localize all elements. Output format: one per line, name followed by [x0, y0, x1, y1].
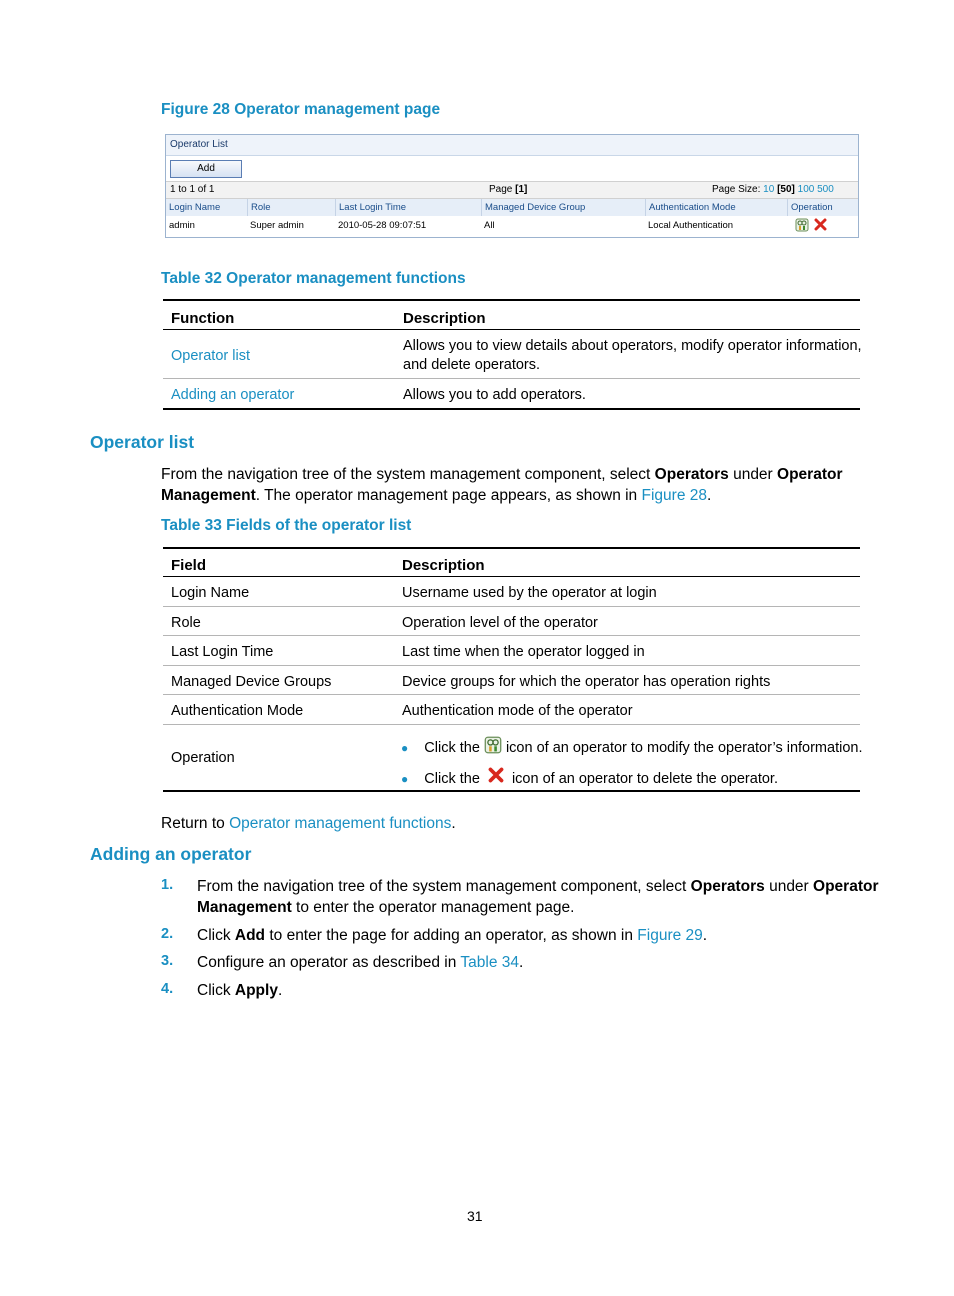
- text-span: under: [764, 878, 814, 895]
- page-size-100-link[interactable]: 100: [797, 184, 815, 195]
- col-managed-device-group[interactable]: Managed Device Group: [481, 199, 585, 216]
- bold-operator: Operator: [813, 878, 879, 895]
- pager-range: 1 to 1 of 1: [170, 184, 215, 195]
- text-span: Configure an operator as described in: [197, 954, 461, 971]
- adding-operator-link[interactable]: Adding an operator: [171, 387, 295, 403]
- operator-list-heading: Operator list: [90, 432, 195, 452]
- figure-caption: Figure 28 Operator management page: [161, 101, 441, 118]
- text-span: icon of an operator to modify the operator’s information.: [505, 740, 863, 756]
- operator-list-link[interactable]: Operator list: [171, 348, 250, 364]
- return-line: [161, 813, 456, 834]
- table32-row1-desc-line2: and delete operators.: [403, 357, 541, 373]
- delete-icon: [488, 767, 504, 789]
- add-button[interactable]: Add: [170, 160, 242, 178]
- step-1-line2: [197, 897, 574, 918]
- table33-caption: Table 33 Fields of the operator list: [161, 517, 412, 534]
- page-size-10-link[interactable]: 10: [763, 184, 775, 195]
- table32-row2-desc: Allows you to add operators.: [403, 387, 586, 403]
- operator-list-paragraph-line2: [161, 485, 711, 506]
- desc-last-login-time: Last time when the operator logged in: [402, 644, 645, 660]
- col-authentication-mode[interactable]: Authentication Mode: [645, 199, 736, 216]
- delete-icon[interactable]: [811, 218, 827, 237]
- page-size: [712, 182, 834, 198]
- modify-icon: [484, 736, 502, 760]
- bold-add: Add: [234, 927, 266, 944]
- desc-role: Operation level of the operator: [402, 615, 598, 631]
- page-size-label: Page Size:: [712, 184, 761, 195]
- bold-management: Management: [197, 899, 292, 916]
- text-span: .: [702, 927, 708, 944]
- text-span: .: [451, 815, 456, 832]
- step-3-text: [197, 952, 523, 973]
- step-2-text: [197, 925, 707, 946]
- field-managed-device-groups: Managed Device Groups: [171, 674, 332, 690]
- table32-header-function: Function: [171, 310, 235, 327]
- text-span: to enter the page for adding an operator, as shown in: [265, 927, 638, 944]
- table32: [163, 299, 860, 411]
- operator-list-paragraph-line1: [161, 464, 863, 485]
- modify-icon[interactable]: [792, 218, 809, 238]
- row-login-name: admin: [169, 220, 195, 231]
- bold-operator: Operator: [777, 466, 843, 483]
- table34-link[interactable]: Table 34: [460, 954, 519, 971]
- step-4-text: [197, 980, 282, 1001]
- table32-header-description: Description: [403, 310, 486, 327]
- bold-management: Management: [161, 487, 256, 504]
- operator-list-screenshot: [165, 134, 859, 238]
- row-authentication-mode: Local Authentication: [648, 220, 734, 231]
- table33-header-field: Field: [171, 557, 207, 574]
- text-span: From the navigation tree of the system management component, select: [197, 878, 691, 895]
- row-role: Super admin: [250, 220, 304, 231]
- step-1-line1: [197, 876, 879, 897]
- field-authentication-mode: Authentication Mode: [171, 703, 304, 719]
- col-role[interactable]: Role: [247, 199, 271, 216]
- operator-management-functions-link[interactable]: Operator management functions: [229, 815, 452, 832]
- pager-page: [489, 182, 527, 198]
- page-size-500-link[interactable]: 500: [817, 184, 834, 195]
- text-span: .: [519, 954, 524, 971]
- desc-authentication-mode: Authentication mode of the operator: [402, 703, 633, 719]
- bold-apply: Apply: [234, 982, 278, 999]
- bullet-icon: ●: [401, 741, 409, 755]
- row-managed-device-group: All: [484, 220, 495, 231]
- text-span: icon of an operator to delete the operator.: [511, 771, 778, 787]
- text-span: . The operator management page appears, as shown in: [255, 487, 642, 504]
- step-2-number: 2.: [161, 926, 174, 942]
- text-span: Click: [197, 982, 235, 999]
- step-3-number: 3.: [161, 953, 174, 969]
- operation-bullet-1: [401, 736, 862, 760]
- page-number: 31: [467, 1208, 483, 1224]
- text-span: From the navigation tree of the system management component, select: [161, 466, 655, 483]
- text-span: Click the: [424, 740, 480, 756]
- table33: [163, 547, 863, 793]
- pager-bar: [166, 181, 858, 199]
- adding-operator-heading: Adding an operator: [90, 844, 252, 864]
- operation-bullet-2: [401, 767, 778, 789]
- col-operation: Operation: [787, 199, 833, 216]
- table32-row1-desc-line1: Allows you to view details about operators, modify operator information,: [403, 338, 862, 354]
- field-last-login-time: Last Login Time: [171, 644, 274, 660]
- figure29-link[interactable]: Figure 29: [637, 927, 703, 944]
- operator-list-title: Operator List: [166, 135, 858, 156]
- text-span: under: [728, 466, 778, 483]
- text-span: .: [706, 487, 712, 504]
- text-span: Click the: [424, 771, 480, 787]
- pager-page-label: Page: [489, 184, 513, 195]
- text-span: Click: [197, 927, 235, 944]
- bullet-icon: ●: [401, 772, 409, 786]
- row-last-login-time: 2010-05-28 09:07:51: [338, 220, 427, 231]
- desc-login-name: Username used by the operator at login: [402, 585, 657, 601]
- pager-page-value: [1]: [515, 184, 528, 195]
- page-size-50-current: [50]: [777, 184, 795, 195]
- step-1-number: 1.: [161, 877, 174, 893]
- text-span: to enter the operator management page.: [291, 899, 575, 916]
- field-login-name: Login Name: [171, 585, 250, 601]
- field-role: Role: [171, 615, 201, 631]
- table-row: [166, 217, 858, 234]
- col-last-login-time[interactable]: Last Login Time: [335, 199, 406, 216]
- bold-operators: Operators: [654, 466, 729, 483]
- figure28-link[interactable]: Figure 28: [641, 487, 707, 504]
- table32-caption: Table 32 Operator management functions: [161, 270, 466, 287]
- desc-managed-device-groups: Device groups for which the operator has operation rights: [402, 674, 771, 690]
- col-login-name[interactable]: Login Name: [169, 202, 221, 213]
- table33-header-description: Description: [402, 557, 485, 574]
- list-header-row: [166, 199, 858, 216]
- text-span: Return to: [161, 815, 230, 832]
- bold-operators: Operators: [690, 878, 765, 895]
- text-span: .: [277, 982, 283, 999]
- step-4-number: 4.: [161, 981, 174, 997]
- field-operation: Operation: [171, 750, 235, 766]
